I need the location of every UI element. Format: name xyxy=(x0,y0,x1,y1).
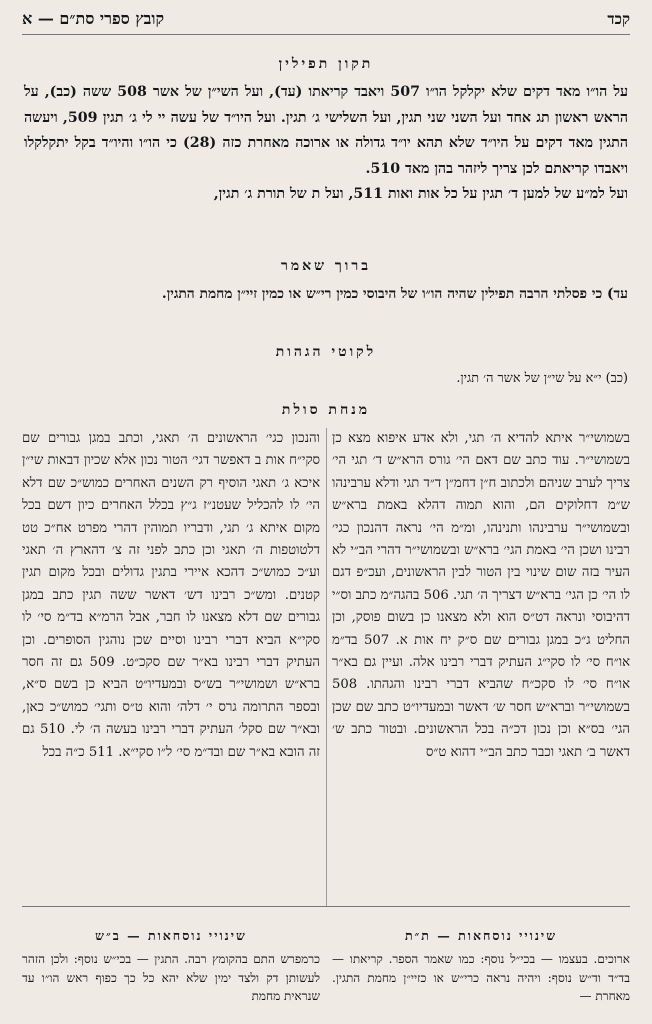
running-title: קובץ ספרי סת״ם — א xyxy=(22,9,165,28)
section-title-likutei: לקוטי הגהות xyxy=(275,344,377,360)
page-header xyxy=(22,6,630,32)
mincha-right-text: בשמושי״ר איתא להדיא ה׳ תגי, ולא אדע איפוא מצא כן בשמושי״ר. עוד כתב שם דאם הי׳ גורס הרא״ש ד׳ תגי הי׳ צריך לערב שניהם ולכתוב ח״ן דחמ״ן ד״ד תגי ודלא ערבינהו ש״מ דחלוקים הם, והוא תמוה דהלא באמת ברא״ש ובשמושי״ר ערבינהו ותנינהו, ומ״מ הי׳ נראה דהנכון כגי׳ רבינו ושכן הי׳ באמת הגי׳ ברא״ש ובשמושי״ר דהרי הב״י לא העיר בזה שום שינוי בין הטור לבין הראשונים, ועכ״פ דגם לו הי׳ כן הגי׳ ברא״ש דצריך ה׳ תגי. 506 בהגה״מ כתב וס״י דהיבוסי ונראה דט״ס הוא ולא מצאנו כן בשום פוסק, וכן החליט ג״כ במגן גבורים שם ס״ק יח אות א. 507 בד״מ או״ח סי׳ לו סקי״ג העתיק דברי רבינו אלה. ועיין גם בא״ר או״ח סי׳ לו סקכ״ח שהביא דברי רבינו והגהתו. 508 בשמושי״ר וברא״ש חסר ש׳ דאשר ובמעדיו״ט כתב שם שכן הגי׳ בס״א וכן נכון דכ״ה בכל הראשונים. ובטור כתב ש׳ דאשר ב׳ תאגי וכבר כתב הב״י דהוא ט״ס xyxy=(332,431,630,760)
section-title-tikkun: תקון תפילין xyxy=(278,56,374,72)
mincha-left-column xyxy=(22,428,320,898)
baruch-text xyxy=(24,282,628,306)
likutei-text xyxy=(24,368,628,390)
section-title-mincha: מנחת סולת xyxy=(281,402,371,418)
baruch-paragraph: עד) כי פסלתי הרבה תפילין שהיה הו״ו של היבוסי כמין רי״ש או כמין זיי״ן מחמת התגין. xyxy=(161,286,628,302)
variants-bs-column xyxy=(22,950,320,1024)
variants-tt-text: ארוכים. בעצמו — בכי״ל נוסף: כמו שאמר הספר. קריאתו — בד״ד וד״ש נוסף: ויהיה נראה כרי״ש או כזיי״ן מחמת התגין. מאחרת — xyxy=(332,952,630,1003)
section-title-baruch: ברוך שאמר xyxy=(280,258,372,274)
variants-tt-column xyxy=(332,950,630,1024)
variants-title-tt: שינויי נוסחאות — ת״ת xyxy=(404,928,558,943)
column-divider xyxy=(326,428,327,906)
tikkun-paragraph: ועל למ״ע של למען ד׳ תגין על כל אות ואות 511, ועל ת של תורת ג׳ תגין, xyxy=(213,186,628,202)
mincha-left-text: והנכון כגי׳ הראשונים ה׳ תאגי, וכתב במגן גבורים שם סקי״ח אות ב דאפשר דגי׳ הטור נכון אלא שכיון דבאות שי״ן איכא ג׳ תאגי הוסיף רק השנים האחרים כמוש״כ שם דלא הי׳ לו להכליל שעטנ״ז ג״ץ בכלל האחרים כיון דשם בכל מקום איתא ג׳ תגי, ודבריו תמוהין דהרי מפרט אח״כ טט דלטוטפות ה׳ תאגי וכן כתב לפני זה צ׳ דהארץ ה׳ תאגי וע״כ כמוש״כ דהכא איירי בתגין גדולים ובכל מקום תגין קטנים. ומש״כ רבינו דש׳ דאשר ששה תגין כתב במגן גבורים שם דלא מצאנו לו חבר, אבל הרמ״א בד״מ סי׳ לו סקי״א הביא דברי רבינו וסיים שכן נוהגין הסופרים. וכן העתיק דברי רבינו בא״ר שם סקכ״ט. 509 גם זה חסר ברא״ש ושמושי״ר בש״ס ובמעדיו״ט הביא כן בשם ס״א, ובספר התרומה גרס י׳ דלה׳ והוא ט״ס ותגי׳ כמוש״כ כאן, ובא״ר שם סקל׳ העתיק דברי רבינו בעשה ה׳ לי. 510 גם זה הובא בא״ר שם ובד״מ סי׳ ל״ו סקי״א. 511 כ״ה בכל xyxy=(22,431,320,760)
mincha-right-column xyxy=(332,428,630,898)
variants-title-bs: שינויי נוסחאות — ב״ש xyxy=(95,928,247,943)
footnote-divider xyxy=(22,906,630,907)
variants-bs-text: כרמפרש התם בהקומץ רבה. התגין — בכי״ש נוסף: ולכן הזהר לעשותן דק ולצד ימין שלא יהא כל כך כפוף ראש הו״ו עד שנראית מחמת xyxy=(22,952,320,1003)
header-divider xyxy=(22,34,630,35)
page-number: קכד xyxy=(607,9,630,28)
likutei-paragraph: (כב) י״א על שי״ן של אשר ה׳ תגין. xyxy=(456,371,628,386)
tikkun-paragraph: על הו״ו מאד דקים שלא יקלקל הו״ו 507 ויאבד קריאתו (עד), ועל השי״ן של אשר 508 ששה (כב), על הראש ראשון תג אחד ועל השני שני תגין, ועל השלישי ג׳ תגין. ועל היו״ד של עשה יי לי ג׳ תגין 509, ויעשה התגין מאד דקים על היו״ד שלא תהא יו״ד גדולה או ארוכה מאחרת כזה (28) כי הו״ו והיו״ד בקל יתקלקלו ויאבדו קריאתם לכן צריך ליזהר בהן מאד 510. xyxy=(24,84,628,177)
tikkun-text xyxy=(24,80,628,208)
